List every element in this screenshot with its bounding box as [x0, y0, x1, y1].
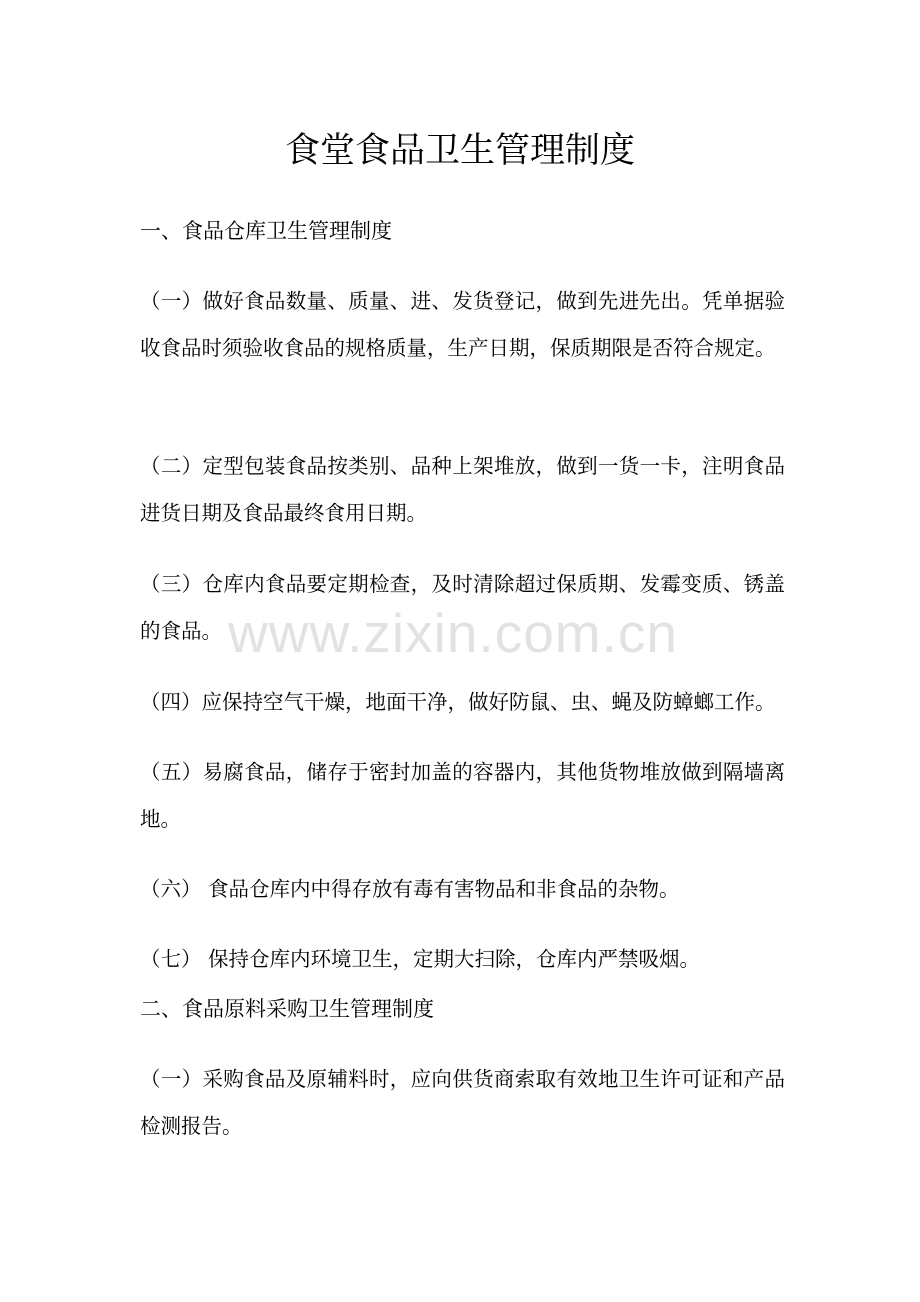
paragraph-2-1: （一）采购食品及原辅料时，应向供货商索取有效地卫生许可证和产品检测报告。	[140, 1067, 785, 1138]
document-title: 食堂食品卫生管理制度	[284, 131, 635, 171]
watermark-text: www.zixin.com.cn	[228, 602, 678, 664]
paragraph-1-6: （六） 食品仓库内中得存放有毒有害物品和非食品的杂物。	[140, 877, 680, 901]
section-heading-1: 一、食品仓库卫生管理制度	[140, 219, 392, 243]
paragraph-1-5: （五）易腐食品，储存于密封加盖的容器内，其他货物堆放做到隔墙离地。	[140, 760, 785, 831]
paragraph-1-3: （三）仓库内食品要定期检查，及时清除超过保质期、发霉变质、锈盖的食品。	[140, 572, 785, 643]
section-heading-2: 二、食品原料采购卫生管理制度	[140, 997, 434, 1021]
paragraph-1-4: （四）应保持空气干燥，地面干净，做好防鼠、虫、蝇及防蟑螂工作。	[140, 690, 776, 714]
paragraph-1-2: （二）定型包装食品按类别、品种上架堆放，做到一货一卡，注明食品进货日期及食品最终食用日期。	[140, 454, 785, 525]
paragraph-1-7: （七） 保持仓库内环境卫生，定期大扫除，仓库内严禁吸烟。	[140, 947, 701, 971]
paragraph-1-1: （一）做好食品数量、质量、进、发货登记，做到先进先出。凭单据验收食品时须验收食品的规格质量，生产日期，保质期限是否符合规定。	[140, 289, 785, 360]
